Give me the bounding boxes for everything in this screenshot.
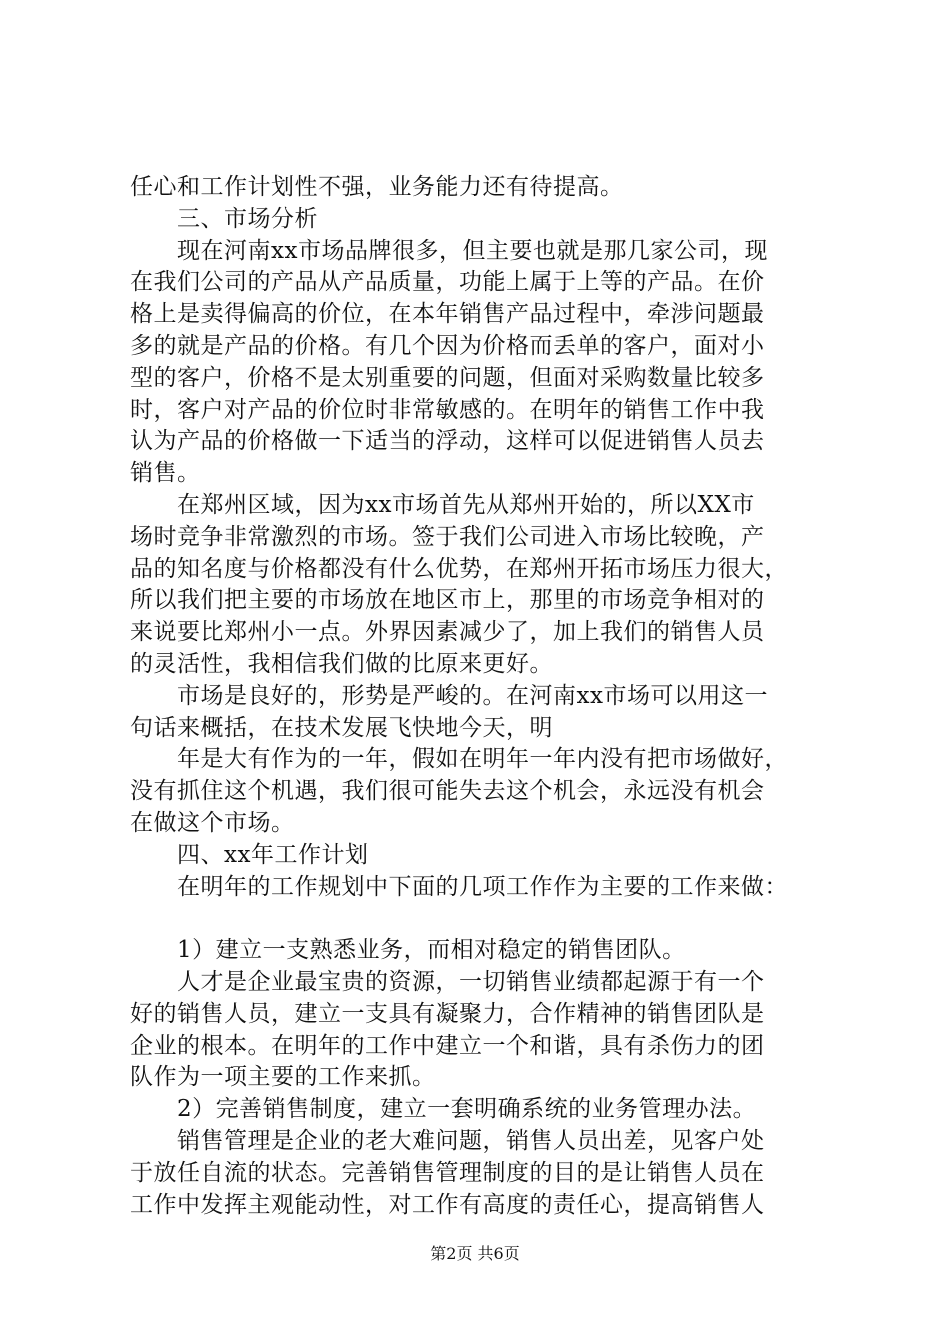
text-line: 场时竞争非常激烈的市场。签于我们公司进入市场比较晚，产 — [130, 523, 765, 550]
section-heading-market-analysis: 三、市场分析 — [130, 205, 318, 232]
text-line: 没有抓住这个机遇，我们很可能失去这个机会，永远没有机会 — [130, 778, 765, 805]
text-line: 所以我们把主要的市场放在地区市上，那里的市场竞争相对的 — [130, 587, 765, 614]
text-line: 年是大有作为的一年，假如在明年一年内没有把市场做好， — [130, 746, 788, 773]
text-line: 认为产品的价格做一下适当的浮动，这样可以促进销售人员去 — [130, 428, 765, 455]
text-line: 型的客户，价格不是太别重要的问题，但面对采购数量比较多 — [130, 364, 765, 391]
document-body — [130, 172, 830, 1221]
text-line: 来说要比郑州小一点。外界因素减少了，加上我们的销售人员 — [130, 619, 765, 646]
text-line: 队作为一项主要的工作来抓。 — [130, 1064, 436, 1091]
text-line: 格上是卖得偏高的价位，在本年销售产品过程中，牵涉问题最 — [130, 301, 765, 328]
text-line: 在做这个市场。 — [130, 809, 295, 836]
text-line: 销售管理是企业的老大难问题，销售人员出差，见客户处 — [130, 1127, 765, 1154]
plan-item-1-heading: 1）建立一支熟悉业务，而相对稳定的销售团队。 — [130, 937, 686, 964]
text-line: 任心和工作计划性不强，业务能力还有待提高。 — [130, 174, 624, 200]
text-line: 现在河南xx市场品牌很多，但主要也就是那几家公司，现 — [130, 237, 768, 264]
text-line: 句话来概括，在技术发展飞快地今天，明 — [130, 714, 553, 741]
plan-item-2-heading: 2）完善销售制度，建立一套明确系统的业务管理办法。 — [130, 1096, 757, 1123]
text-line: 在郑州区域，因为xx市场首先从郑州开始的，所以XX市 — [130, 491, 755, 518]
text-line: 时，客户对产品的价位时非常敏感的。在明年的销售工作中我 — [130, 396, 765, 423]
text-line: 多的就是产品的价格。有几个因为价格而丢单的客户，面对小 — [130, 332, 765, 359]
text-line: 人才是企业最宝贵的资源，一切销售业绩都起源于有一个 — [130, 968, 765, 995]
page-footer — [0, 1244, 950, 1264]
text-line: 品的知名度与价格都没有什么优势，在郑州开拓市场压力很大， — [130, 555, 788, 582]
text-line: 销售。 — [130, 460, 201, 487]
text-line: 的灵活性，我相信我们做的比原来更好。 — [130, 650, 553, 677]
text-line: 工作中发挥主观能动性，对工作有高度的责任心，提高销售人 — [130, 1191, 765, 1218]
text-line: 在明年的工作规划中下面的几项工作作为主要的工作来做： — [130, 873, 788, 900]
text-line: 好的销售人员，建立一支具有凝聚力，合作精神的销售团队是 — [130, 1000, 765, 1027]
text-line: 在我们公司的产品从产品质量，功能上属于上等的产品。在价 — [130, 269, 765, 296]
text-line: 企业的根本。在明年的工作中建立一个和谐，具有杀伤力的团 — [130, 1032, 765, 1059]
blank-line — [130, 903, 830, 935]
page-number-label: 第2页 共6页 — [430, 1244, 520, 1263]
section-heading-work-plan: 四、xx年工作计划 — [130, 841, 369, 868]
text-line: 市场是良好的，形势是严峻的。在河南xx市场可以用这一 — [130, 682, 768, 709]
text-line: 于放任自流的状态。完善销售管理制度的目的是让销售人员在 — [130, 1159, 765, 1186]
